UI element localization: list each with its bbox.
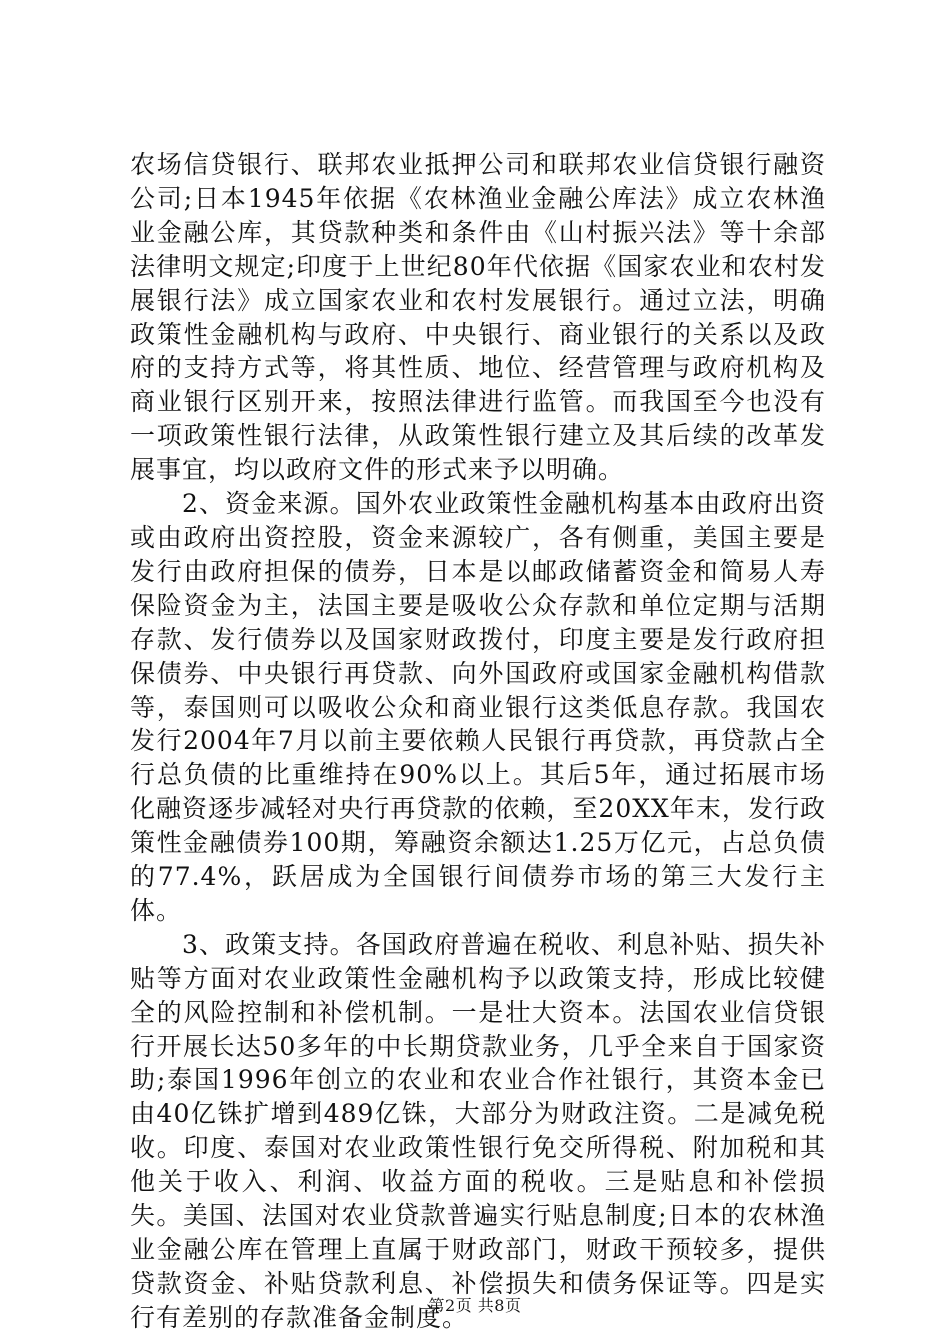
paragraph-policy-support: 3、政策支持。各国政府普遍在税收、利息补贴、损失补贴等方面对农业政策性金融机构予以政策支持，形成比较健全的风险控制和补偿机制。一是壮大资本。法国农业信贷银行开展长达50多年的中长期贷款业务，几乎全来自于国家资助;泰国1996年创立的农业和农业合作社银行，其资本金已由40亿铢扩增到489亿铢，大部分为财政注资。二是减免税收。印度、泰国对农业政策性银行免交所得税、附加税和其他关于收入、利润、收益方面的税收。三是贴息和补偿损失。美国、法国对农业贷款普遍实行贴息制度;日本的农林渔业金融公库在管理上直属于财政部门，财政干预较多，提供贷款资金、补贴贷款利息、补偿损失和债务保证等。四是实行有差别的存款准备金制度。 <box>130 929 826 1332</box>
paragraph-funding-sources: 2、资金来源。国外农业政策性金融机构基本由政府出资或由政府出资控股，资金来源较广，各有侧重，美国主要是发行由政府担保的债券，日本是以邮政储蓄资金和简易人寿保险资金为主，法国主要是吸收公众存款和单位定期与活期存款、发行债券以及国家财政拨付，印度主要是发行政府担保债券、中央银行再贷款、向外国政府或国家金融机构借款等，泰国则可以吸收公众和商业银行这类低息存款。我国农发行2004年7月以前主要依赖人民银行再贷款，再贷款占全行总负债的比重维持在90%以上。其后5年，通过拓展市场化融资逐步减轻对央行再贷款的依赖，至20XX年末，发行政策性金融债券100期，筹融资余额达1.25万亿元，占总负债的77.4%，跃居成为全国银行间债券市场的第三大发行主体。 <box>130 489 826 925</box>
document-body <box>130 148 826 1335</box>
page-number-footer: 第2页 共8页 <box>428 1296 522 1315</box>
paragraph-legislation-continued: 农场信贷银行、联邦农业抵押公司和联邦农业信贷银行融资公司;日本1945年依据《农林渔业金融公库法》成立农林渔业金融公库，其贷款种类和条件由《山村振兴法》等十余部法律明文规定;印度于上世纪80年代依据《国家农业和农村发展银行法》成立国家农业和农村发展银行。通过立法，明确政策性金融机构与政府、中央银行、商业银行的关系以及政府的支持方式等，将其性质、地位、经营管理与政府机构及商业银行区别开来，按照法律进行监管。而我国至今也没有一项政策性银行法律，从政策性银行建立及其后续的改革发展事宜，均以政府文件的形式来予以明确。 <box>130 150 826 485</box>
